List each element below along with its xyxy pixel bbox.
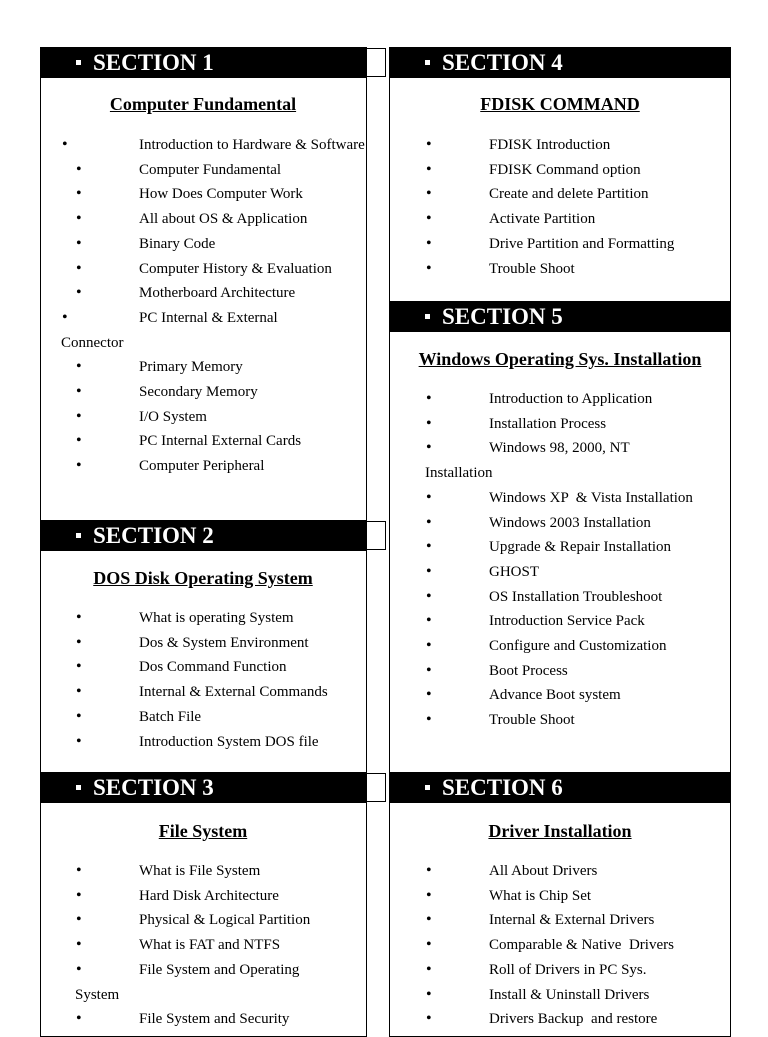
section-3-title: File System — [158, 821, 248, 841]
section-5-list — [425, 387, 730, 733]
section-3-list — [75, 859, 365, 1032]
square-bullet-icon — [76, 60, 81, 65]
list-item: • Windows 2003 Installation — [425, 511, 730, 536]
list-item: • What is operating System — [75, 606, 365, 631]
list-item: • Drivers Backup and restore — [425, 1007, 730, 1032]
section-4-header — [389, 47, 731, 78]
list-item: • Boot Process — [425, 659, 730, 684]
list-item: • Introduction to Hardware & Software — [61, 133, 365, 158]
section-6-header — [389, 772, 731, 803]
square-bullet-icon — [76, 785, 81, 790]
section-3-tab — [366, 773, 386, 802]
section-5-label: SECTION 5 — [442, 304, 563, 329]
list-item: • Trouble Shoot — [425, 257, 730, 282]
list-item: • How Does Computer Work — [75, 182, 365, 207]
square-bullet-icon — [425, 60, 430, 65]
list-item: • Motherboard Architecture — [75, 281, 365, 306]
list-item: • Installation Process — [425, 412, 730, 437]
list-item: • Create and delete Partition — [425, 182, 730, 207]
list-item: • File System and Security — [75, 1007, 365, 1032]
section-2-label: SECTION 2 — [93, 523, 214, 548]
list-item: • Introduction System DOS file — [75, 730, 365, 755]
list-item: • Hard Disk Architecture — [75, 884, 365, 909]
section-5-title: Windows Operating Sys. Installation — [418, 349, 702, 369]
list-item: • Computer History & Evaluation — [75, 257, 365, 282]
section-5-header — [389, 301, 731, 332]
list-item: • Upgrade & Repair Installation — [425, 535, 730, 560]
section-4-label: SECTION 4 — [442, 50, 563, 75]
section-1-header — [40, 47, 366, 78]
list-item: • All about OS & Application — [75, 207, 365, 232]
list-item: • FDISK Command option — [425, 158, 730, 183]
list-item: • Advance Boot system — [425, 683, 730, 708]
square-bullet-icon — [425, 785, 430, 790]
list-item: • Internal & External Drivers — [425, 908, 730, 933]
section-2-list — [75, 606, 365, 754]
section-1-list — [61, 133, 365, 479]
list-item: • GHOST — [425, 560, 730, 585]
section-4-title: FDISK COMMAND — [480, 94, 640, 114]
list-item: • PC Internal & External Connector — [61, 306, 301, 355]
section-2-header — [40, 520, 366, 551]
section-3-label: SECTION 3 — [93, 775, 214, 800]
list-item: • Primary Memory — [75, 355, 365, 380]
list-item: • Windows XP & Vista Installation — [425, 486, 730, 511]
section-1-tab — [366, 48, 386, 77]
list-item: • Secondary Memory — [75, 380, 365, 405]
section-1-label: SECTION 1 — [93, 50, 214, 75]
list-item: • What is File System — [75, 859, 365, 884]
square-bullet-icon — [76, 533, 81, 538]
section-6-list — [425, 859, 730, 1032]
list-item: • Drive Partition and Formatting — [425, 232, 730, 257]
list-item: • Physical & Logical Partition — [75, 908, 365, 933]
list-item: • Dos & System Environment — [75, 631, 365, 656]
list-item: • File System and Operating System — [75, 958, 335, 1007]
list-item: • OS Installation Troubleshoot — [425, 585, 730, 610]
section-2-title: DOS Disk Operating System — [93, 568, 313, 588]
list-item: • What is Chip Set — [425, 884, 730, 909]
list-item: • Computer Peripheral — [75, 454, 365, 479]
list-item: • PC Internal External Cards — [75, 429, 365, 454]
list-item: • Activate Partition — [425, 207, 730, 232]
list-item: • Batch File — [75, 705, 365, 730]
list-item: • Configure and Customization — [425, 634, 730, 659]
section-3-header — [40, 772, 366, 803]
square-bullet-icon — [425, 314, 430, 319]
list-item: • Introduction Service Pack — [425, 609, 730, 634]
list-item: • I/O System — [75, 405, 365, 430]
list-item: • Install & Uninstall Drivers — [425, 983, 730, 1008]
section-4-list — [425, 133, 730, 281]
list-item: • Internal & External Commands — [75, 680, 365, 705]
section-2-tab — [366, 521, 386, 550]
section-1-title: Computer Fundamental — [109, 94, 297, 114]
list-item: • All About Drivers — [425, 859, 730, 884]
list-item: • What is FAT and NTFS — [75, 933, 365, 958]
list-item: • Binary Code — [75, 232, 365, 257]
section-6-label: SECTION 6 — [442, 775, 563, 800]
list-item: • Computer Fundamental — [75, 158, 365, 183]
list-item: • FDISK Introduction — [425, 133, 730, 158]
list-item: • Dos Command Function — [75, 655, 365, 680]
list-item: • Introduction to Application — [425, 387, 730, 412]
list-item: • Comparable & Native Drivers — [425, 933, 730, 958]
list-item: • Roll of Drivers in PC Sys. — [425, 958, 730, 983]
section-6-title: Driver Installation — [488, 821, 632, 841]
list-item: • Trouble Shoot — [425, 708, 730, 733]
list-item: • Windows 98, 2000, NT Installation — [425, 436, 665, 485]
